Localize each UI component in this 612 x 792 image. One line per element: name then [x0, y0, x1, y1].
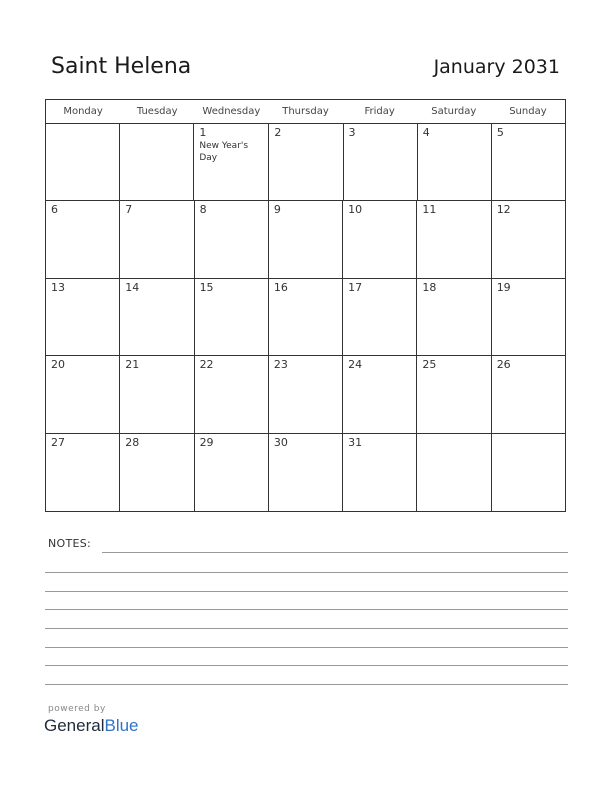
week-row-4 [46, 356, 565, 433]
notes-line [45, 591, 568, 592]
notes-line [45, 665, 568, 666]
weekday-friday: Friday [364, 106, 395, 117]
day-number: 25 [422, 358, 437, 372]
day-number: 26 [496, 358, 511, 372]
day-number: 27 [51, 435, 65, 449]
day-cell [344, 124, 418, 200]
day-cell [120, 434, 194, 511]
day-cell [492, 124, 565, 200]
day-number: 30 [273, 435, 288, 449]
day-cell [195, 201, 269, 277]
holiday-label: New Year's Day [199, 141, 249, 163]
day-number: 12 [496, 203, 511, 217]
day-cell [195, 279, 269, 355]
weekday-wednesday: Wednesday [202, 106, 261, 117]
day-cell [343, 356, 417, 432]
day-cell [343, 434, 417, 511]
day-cell [417, 279, 491, 355]
day-cell [195, 434, 269, 511]
day-cell [46, 356, 120, 432]
day-number: 6 [51, 203, 58, 217]
notes-line [45, 609, 568, 610]
day-cell [46, 124, 120, 200]
day-cell [492, 434, 565, 511]
weekday-saturday: Saturday [431, 106, 477, 117]
day-number: 13 [51, 280, 65, 294]
day-cell [417, 434, 491, 511]
day-cell [417, 201, 491, 277]
notes-line [45, 647, 568, 648]
day-number: 18 [422, 280, 437, 294]
day-number: 20 [51, 358, 65, 372]
day-number: 28 [125, 435, 140, 449]
week-row-1 [46, 124, 565, 201]
day-cell [343, 201, 417, 277]
calendar-country-title: Saint Helena [51, 54, 192, 79]
day-number: 23 [273, 358, 288, 372]
weekday-monday: Monday [63, 106, 103, 117]
day-number: 15 [199, 280, 214, 294]
day-cell [343, 279, 417, 355]
day-cell [46, 201, 120, 277]
notes-line [102, 552, 568, 553]
day-cell [269, 434, 343, 511]
day-cell [120, 201, 194, 277]
day-cell [194, 124, 269, 200]
notes-line [45, 572, 568, 573]
day-number: 14 [125, 280, 140, 294]
day-cell [492, 356, 565, 432]
week-row-5 [46, 434, 565, 511]
day-cell [269, 356, 343, 432]
day-number: 5 [496, 126, 504, 139]
day-number: 17 [348, 280, 363, 294]
weekday-sunday: Sunday [509, 106, 547, 117]
day-number: 29 [199, 435, 214, 449]
day-number: 31 [348, 435, 363, 449]
weekday-tuesday: Tuesday [136, 106, 178, 117]
day-number: 9 [273, 203, 281, 217]
day-number: 4 [422, 126, 430, 139]
brand-general: General [44, 716, 105, 735]
notes-label: NOTES: [48, 537, 92, 550]
week-row-2 [46, 201, 565, 278]
generalblue-logo[interactable] [44, 716, 139, 736]
day-cell [417, 356, 491, 432]
weekday-thursday: Thursday [282, 106, 329, 117]
day-cell [492, 201, 565, 277]
notes-line [45, 628, 568, 629]
day-number: 21 [125, 358, 140, 372]
day-number: 19 [496, 280, 511, 294]
weekday-header-row [46, 100, 565, 124]
day-cell [46, 279, 120, 355]
notes-line [45, 684, 568, 685]
day-cell [269, 201, 343, 277]
day-cell [492, 279, 565, 355]
day-number: 11 [422, 203, 437, 217]
powered-by-text: powered by [48, 704, 106, 714]
day-number: 10 [348, 203, 363, 217]
day-cell [120, 279, 194, 355]
day-cell [269, 279, 343, 355]
day-cell [120, 124, 194, 200]
day-number: 1 [199, 126, 207, 139]
day-number: 16 [273, 280, 288, 294]
calendar-month-title: January 2031 [433, 56, 560, 78]
day-cell [418, 124, 492, 200]
day-cell [120, 356, 194, 432]
day-cell [195, 356, 269, 432]
calendar-grid [45, 99, 566, 512]
day-number: 22 [199, 358, 214, 372]
day-cell [46, 434, 120, 511]
day-number: 24 [348, 358, 363, 372]
day-cell [269, 124, 343, 200]
day-number: 7 [125, 203, 133, 217]
day-number: 8 [199, 203, 207, 217]
brand-blue: Blue [104, 716, 139, 735]
day-number: 2 [274, 126, 282, 139]
week-row-3 [46, 279, 565, 356]
day-number: 3 [348, 126, 356, 139]
